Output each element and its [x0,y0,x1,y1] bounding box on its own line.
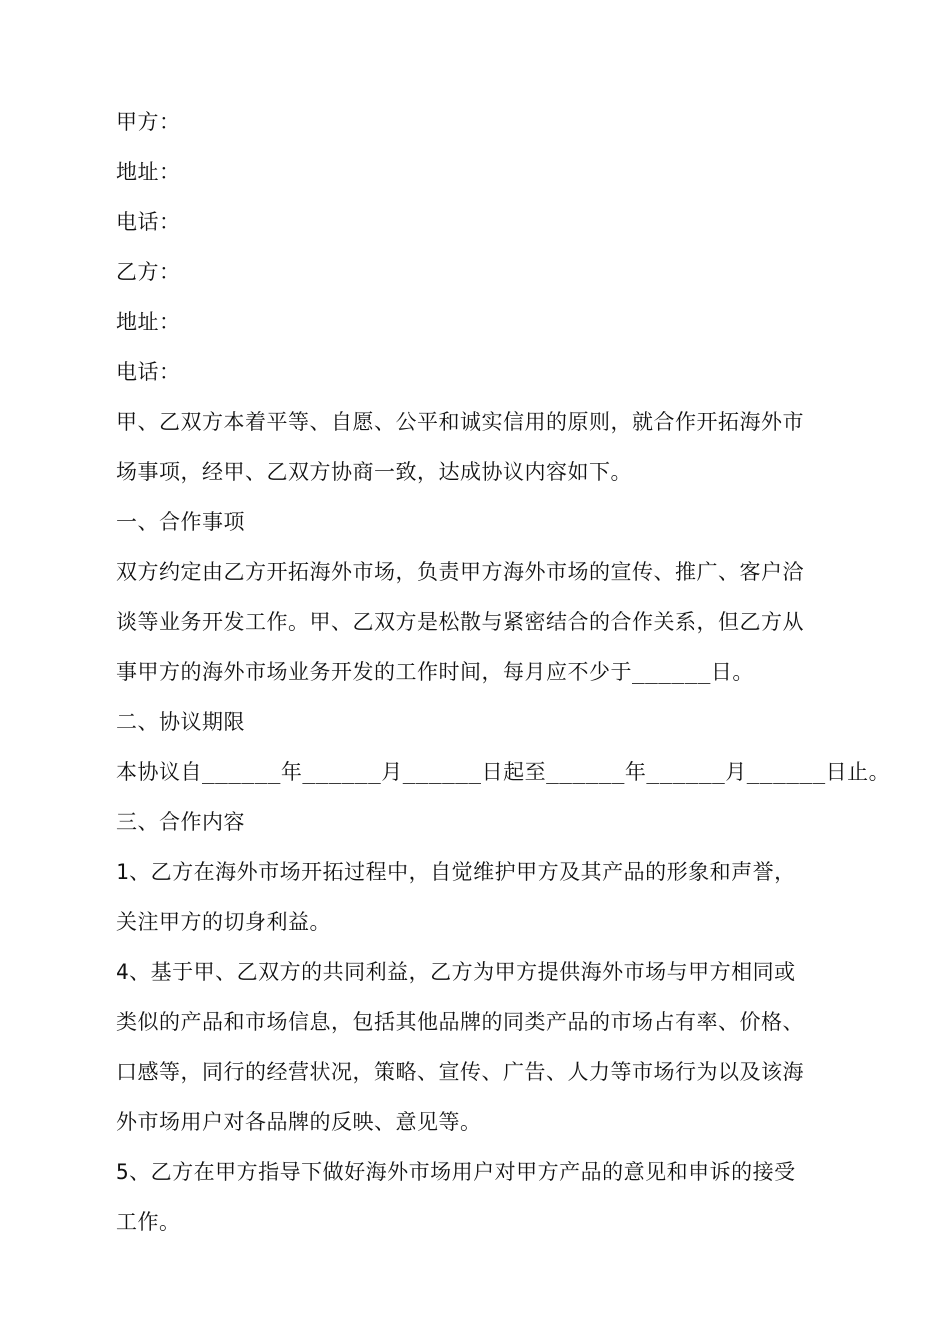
clause-1-line-1: 1、乙方在海外市场开拓过程中，自觉维护甲方及其产品的形象和声誉， [116,860,796,884]
preamble-line-2: 场事项，经甲、乙双方协商一致，达成协议内容如下。 [116,460,632,484]
section-2-line-1: 本协议自______年______月______日起至______年______月______日止。 [116,760,891,784]
clause-4-line-2: 类似的产品和市场信息，包括其他品牌的同类产品的市场占有率、价格、 [116,1010,804,1034]
party-b-label: 乙方： [116,260,181,284]
clause-5-line-1: 5、乙方在甲方指导下做好海外市场用户对甲方产品的意见和申诉的接受 [116,1160,796,1184]
section-2-heading: 二、协议期限 [116,710,245,734]
clause-4-line-4: 外市场用户对各品牌的反映、意见等。 [116,1110,482,1134]
section-1-line-1: 双方约定由乙方开拓海外市场，负责甲方海外市场的宣传、推广、客户洽 [116,560,804,584]
party-b-address-label: 地址： [116,310,181,334]
party-b-phone-label: 电话： [116,360,181,384]
section-1-heading: 一、合作事项 [116,510,245,534]
section-1-line-3: 事甲方的海外市场业务开发的工作时间，每月应不少于______日。 [116,660,754,684]
preamble-line-1: 甲、乙双方本着平等、自愿、公平和诚实信用的原则，就合作开拓海外市 [116,410,804,434]
section-1-line-2: 谈等业务开发工作。甲、乙双方是松散与紧密结合的合作关系，但乙方从 [116,610,804,634]
clause-4-line-3: 口感等，同行的经营状况，策略、宣传、广告、人力等市场行为以及该海 [116,1060,804,1084]
party-a-label: 甲方： [116,110,181,134]
section-3-heading: 三、合作内容 [116,810,245,834]
clause-4-line-1: 4、基于甲、乙双方的共同利益，乙方为甲方提供海外市场与甲方相同或 [116,960,796,984]
clause-5-line-2: 工作。 [116,1210,181,1234]
party-a-address-label: 地址： [116,160,181,184]
clause-1-line-2: 关注甲方的切身利益。 [116,910,331,934]
party-a-phone-label: 电话： [116,210,181,234]
